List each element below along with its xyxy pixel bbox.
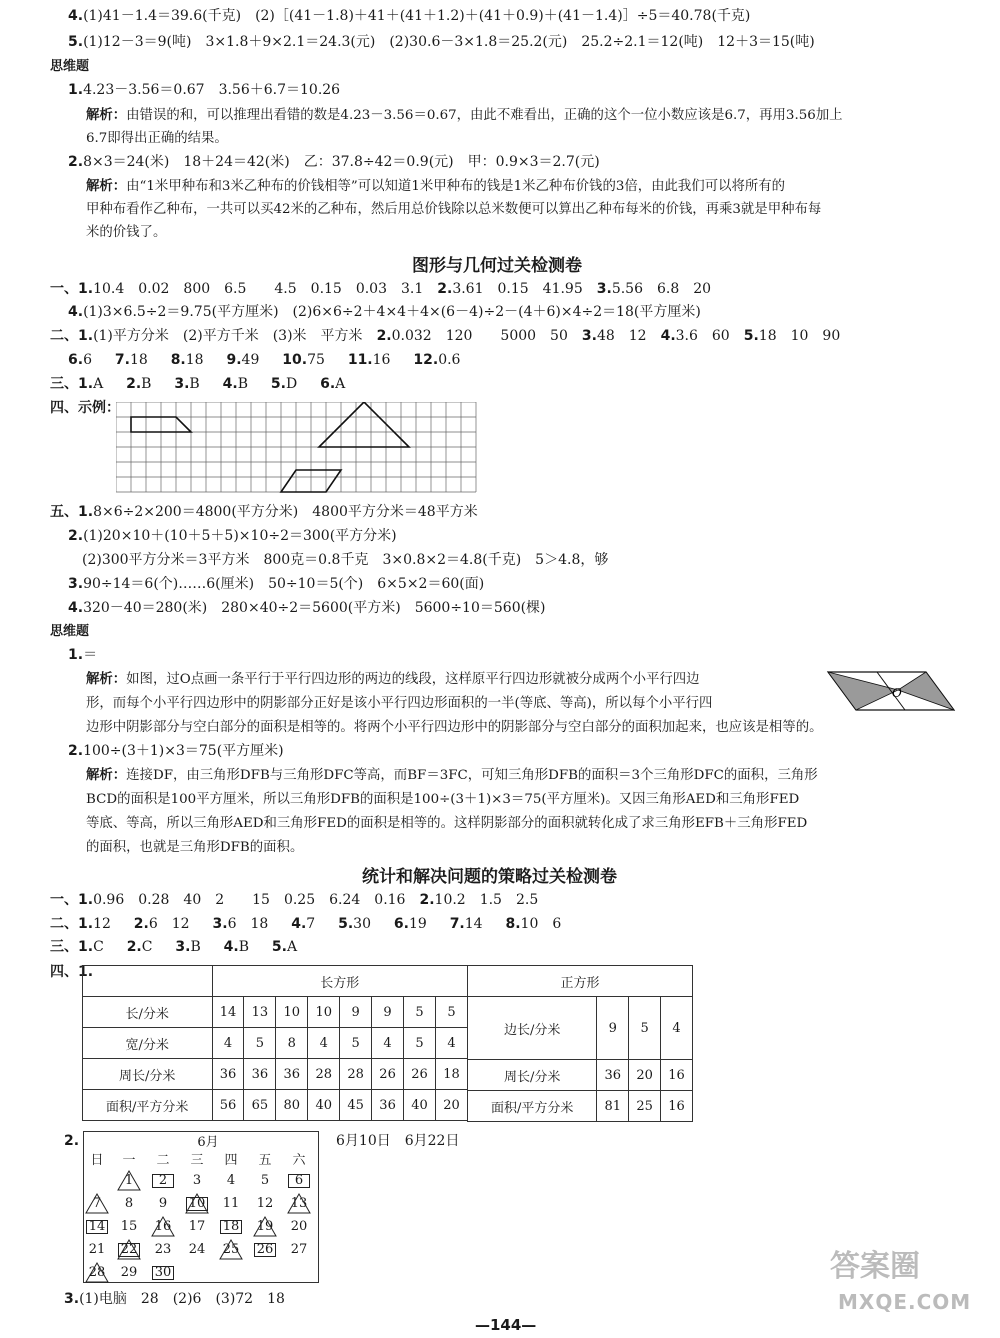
think2-1-explain-3: 边形中阴影部分与空白部分的面积是相等的。将两个小平行四边形中的阴影部分与空白部分的面积加起来，也应该是相等的。: [86, 720, 823, 735]
triangle-mark: [84, 1193, 110, 1215]
geo-part-1: 一、1.10.4 0.02 800 6.5 4.5 0.15 0.03 3.1 2.3.61 0.15 41.95 3.5.56 6.8 20: [50, 281, 712, 297]
calendar-day: 6: [286, 1172, 312, 1190]
table-row: 面积/平方分米 56 65 80 40 45 36 40 20: [83, 1090, 468, 1121]
calendar-day: 16: [154, 1219, 172, 1234]
geo-part-3: 三、1.A 2.B 3.B 4.B 5.D 6.A: [50, 376, 346, 392]
weekday-label: 一: [122, 1153, 136, 1168]
calendar-day: 8: [124, 1196, 134, 1211]
calendar-day: 30: [150, 1264, 176, 1282]
calendar-day: 5: [260, 1173, 270, 1188]
table-row: 边长/分米 9 5 4: [468, 997, 693, 1060]
table-row: 周长/分米 36 20 16: [468, 1060, 693, 1091]
calendar-day: 25: [222, 1242, 240, 1257]
june-calendar: [83, 1131, 319, 1283]
think-1-answer: 1.4.23－3.56＝0.67 3.56＋6.7＝10.26: [68, 82, 341, 98]
geo-part-2: 二、1.(1)平方分米 (2)平方千米 (3)米 平方米 2.0.032 120 5000 50 3.48 12 4.3.6 60 5.18 10 90: [50, 328, 841, 344]
calendar-day: 19: [256, 1219, 274, 1234]
calendar-day: 17: [188, 1219, 206, 1234]
calendar-day: 11: [222, 1196, 240, 1211]
table-row: 面积/平方分米 81 25 16: [468, 1091, 693, 1122]
think2-1-explain-2: 形，而每个小平行四边形中的阴影部分正好是该小平行四边形面积的一半(等底、等高)，所以每个小平行四: [86, 696, 713, 711]
triangle-mark: [252, 1216, 278, 1238]
stat-part-2: 二、1.12 2.6 12 3.6 18 4.7 5.30 6.19 7.14 8.10 6: [50, 916, 562, 932]
think-1-explain-1: 解析：由错误的和，可以推理出看错的数是4.23－3.56＝0.67，由此不难看出，正确的这个一位小数应该是6.7，再用3.56加上: [86, 108, 843, 123]
geo-part-1-q4: 4.(1)3×6.5÷2＝9.75(平方厘米) (2)6×6÷2＋4×4＋4×(6－4)÷2－(4＋6)×4÷2＝18(平方厘米): [68, 304, 701, 320]
watermark-url: MXQE.COM: [838, 1290, 972, 1314]
stat-part-1: 一、1.0.96 0.28 40 2 15 0.25 6.24 0.16 2.10.2 1.5 2.5: [50, 892, 539, 908]
calendar-day: 4: [226, 1173, 236, 1188]
calendar-day: 1: [124, 1173, 134, 1188]
geo-part-5-q4: 4.320－40＝280(米) 280×40÷2＝5600(平方米) 5600÷10＝560(棵): [68, 600, 546, 616]
think2-2-explain-2: BCD的面积是100平方厘米，所以三角形DFB的面积是100÷(3＋1)×3＝75(平方厘米)。又因三角形AED和三角形FED: [86, 792, 800, 807]
weekday-label: 日: [90, 1153, 104, 1168]
triangle-mark: [116, 1239, 142, 1261]
rect-header: 长方形: [212, 966, 468, 997]
section-heading-2: 思维题: [50, 624, 90, 639]
weekday-label: 三: [190, 1153, 204, 1168]
triangle-mark: [218, 1239, 244, 1261]
table-row: 长/分米 14 13 10 10 9 9 5 5: [83, 997, 468, 1028]
calendar-day: 20: [290, 1219, 308, 1234]
stat-part-3: 三、1.C 2.C 3.B 4.B 5.A: [50, 939, 298, 955]
answer-5: 5.(1)12－3＝9(吨) 3×1.8＋9×2.1＝24.3(元) (2)30.6－3×1.8＝25.2(元) 25.2÷2.1＝12(吨) 12＋3＝15(吨): [68, 34, 815, 50]
calendar-day: 10: [184, 1195, 210, 1213]
triangle-mark: [116, 1170, 142, 1192]
section-title-geometry: 图形与几何过关检测卷: [412, 256, 582, 276]
think-2-explain-1: 解析：由“1米甲种布和3米乙种布的价钱相等”可以知道1米甲种布的钱是1米乙种布价钱的3倍，由此我们可以将所有的: [86, 179, 786, 194]
think2-2-explain-4: 的面积，也就是三角形DFB的面积。: [86, 840, 304, 855]
table-row: 宽/分米 4 5 8 4 5 4 5 4: [83, 1028, 468, 1059]
weekday-label: 二: [156, 1153, 170, 1168]
weekday-label: 六: [292, 1153, 306, 1168]
calendar-day: 15: [120, 1219, 138, 1234]
geo-part-5-q3: 3.90÷14＝6(个)……6(厘米) 50÷10＝5(个) 6×5×2＝60(面): [68, 576, 485, 592]
section-title-stats: 统计和解决问题的策略过关检测卷: [362, 867, 617, 887]
grid-figure: [116, 402, 482, 494]
page-number: —144—: [475, 1316, 537, 1334]
triangle-shape: [319, 402, 409, 447]
calendar-day: 14: [84, 1218, 110, 1236]
think-2-explain-3: 米的价钱了。: [86, 225, 167, 240]
think-1-explain-2: 6.7即得出正确的结果。: [86, 131, 228, 146]
stat-part-4-label: 四、1.: [50, 964, 94, 980]
think2-1-explain-1: 解析：如图，过O点画一条平行于平行四边形的两边的线段，这样原平行四边形就被分成两个小平行四边: [86, 672, 700, 687]
point-o-label: O: [892, 686, 902, 700]
calendar-day: 29: [120, 1265, 138, 1280]
geo-part-2-row2: 6.6 7.18 8.18 9.49 10.75 11.16 12.0.6: [68, 352, 461, 368]
calendar-day: 7: [92, 1196, 102, 1211]
square-header: 正方形: [468, 966, 693, 997]
calendar-day: 21: [88, 1242, 106, 1257]
weekday-label: 五: [258, 1153, 272, 1168]
think2-2-explain-1: 解析：连接DF，由三角形DFB与三角形DFC等高，而BF＝3FC，可知三角形DFB的面积＝3个三角形DFC的面积，三角形: [86, 768, 818, 783]
triangle-mark: [84, 1262, 110, 1284]
calendar-day: 23: [154, 1242, 172, 1257]
parallelogram-figure: [826, 670, 956, 712]
triangle-mark: [184, 1193, 210, 1215]
calendar-day: 27: [290, 1242, 308, 1257]
calendar-day: 22: [116, 1241, 142, 1259]
think2-2-explain-3: 等底、等高，所以三角形AED和三角形FED的面积是相等的。这样阴影部分的面积就转化成了求三角形EFB＋三角形FED: [86, 816, 808, 831]
geo-part-5-q1: 五、1.8×6÷2×200＝4800(平方分米) 4800平方分米＝48平方米: [50, 504, 478, 520]
geo-part-5-q2: 2.(1)20×10＋(10＋5＋5)×10÷2＝300(平方分米): [68, 528, 397, 544]
calendar-day: 9: [158, 1196, 168, 1211]
calendar-day: 18: [218, 1218, 244, 1236]
triangle-mark: [150, 1216, 176, 1238]
calendar-day: 26: [252, 1241, 278, 1259]
stat-q2-answer: 6月10日 6月22日: [336, 1133, 460, 1149]
calendar-day: 13: [290, 1196, 308, 1211]
think-2-answer: 2.8×3＝24(米) 18＋24＝42(米) 乙：37.8÷42＝0.9(元) 甲：0.9×3＝2.7(元): [68, 154, 600, 170]
section-heading: 思维题: [50, 59, 90, 74]
think-2-explain-2: 甲种布看作乙种布，一共可以买42米的乙种布，然后用总价钱除以总米数便可以算出乙种布每米的价钱，再乘3就是甲种布每: [86, 202, 822, 217]
think2-1-answer: 1.＝: [68, 647, 98, 663]
rectangle-table: [82, 965, 468, 1121]
stat-q2-label: 2.: [64, 1133, 80, 1149]
geo-part-4-label: 四、示例：: [50, 400, 120, 416]
calendar-day: 3: [192, 1173, 202, 1188]
geo-part-5-q2b: (2)300平方分米＝3平方米 800克＝0.8千克 3×0.8×2＝4.8(千克) 5＞4.8，够: [82, 552, 609, 568]
triangle-mark: [286, 1193, 312, 1215]
calendar-day: 24: [188, 1242, 206, 1257]
table-row: 周长/分米 36 36 36 28 28 26 26 18: [83, 1059, 468, 1090]
weekday-label: 四: [224, 1153, 238, 1168]
stat-q3-answer: 3.(1)电脑 28 (2)6 (3)72 18: [64, 1291, 285, 1307]
think2-2-answer: 2.100÷(3＋1)×3＝75(平方厘米): [68, 743, 284, 759]
calendar-day: 28: [88, 1265, 106, 1280]
square-table: [467, 965, 693, 1122]
answer-4: 4.(1)41－1.4＝39.6(千克) (2)［(41－1.8)＋41＋(41＋1.2)＋(41＋0.9)＋(41－1.4)］÷5＝40.78(千克): [68, 8, 751, 24]
calendar-day: 2: [150, 1172, 176, 1190]
calendar-day: 12: [256, 1196, 274, 1211]
watermark-logo: 答案圈: [830, 1249, 920, 1284]
calendar-month: 6月: [197, 1135, 219, 1150]
